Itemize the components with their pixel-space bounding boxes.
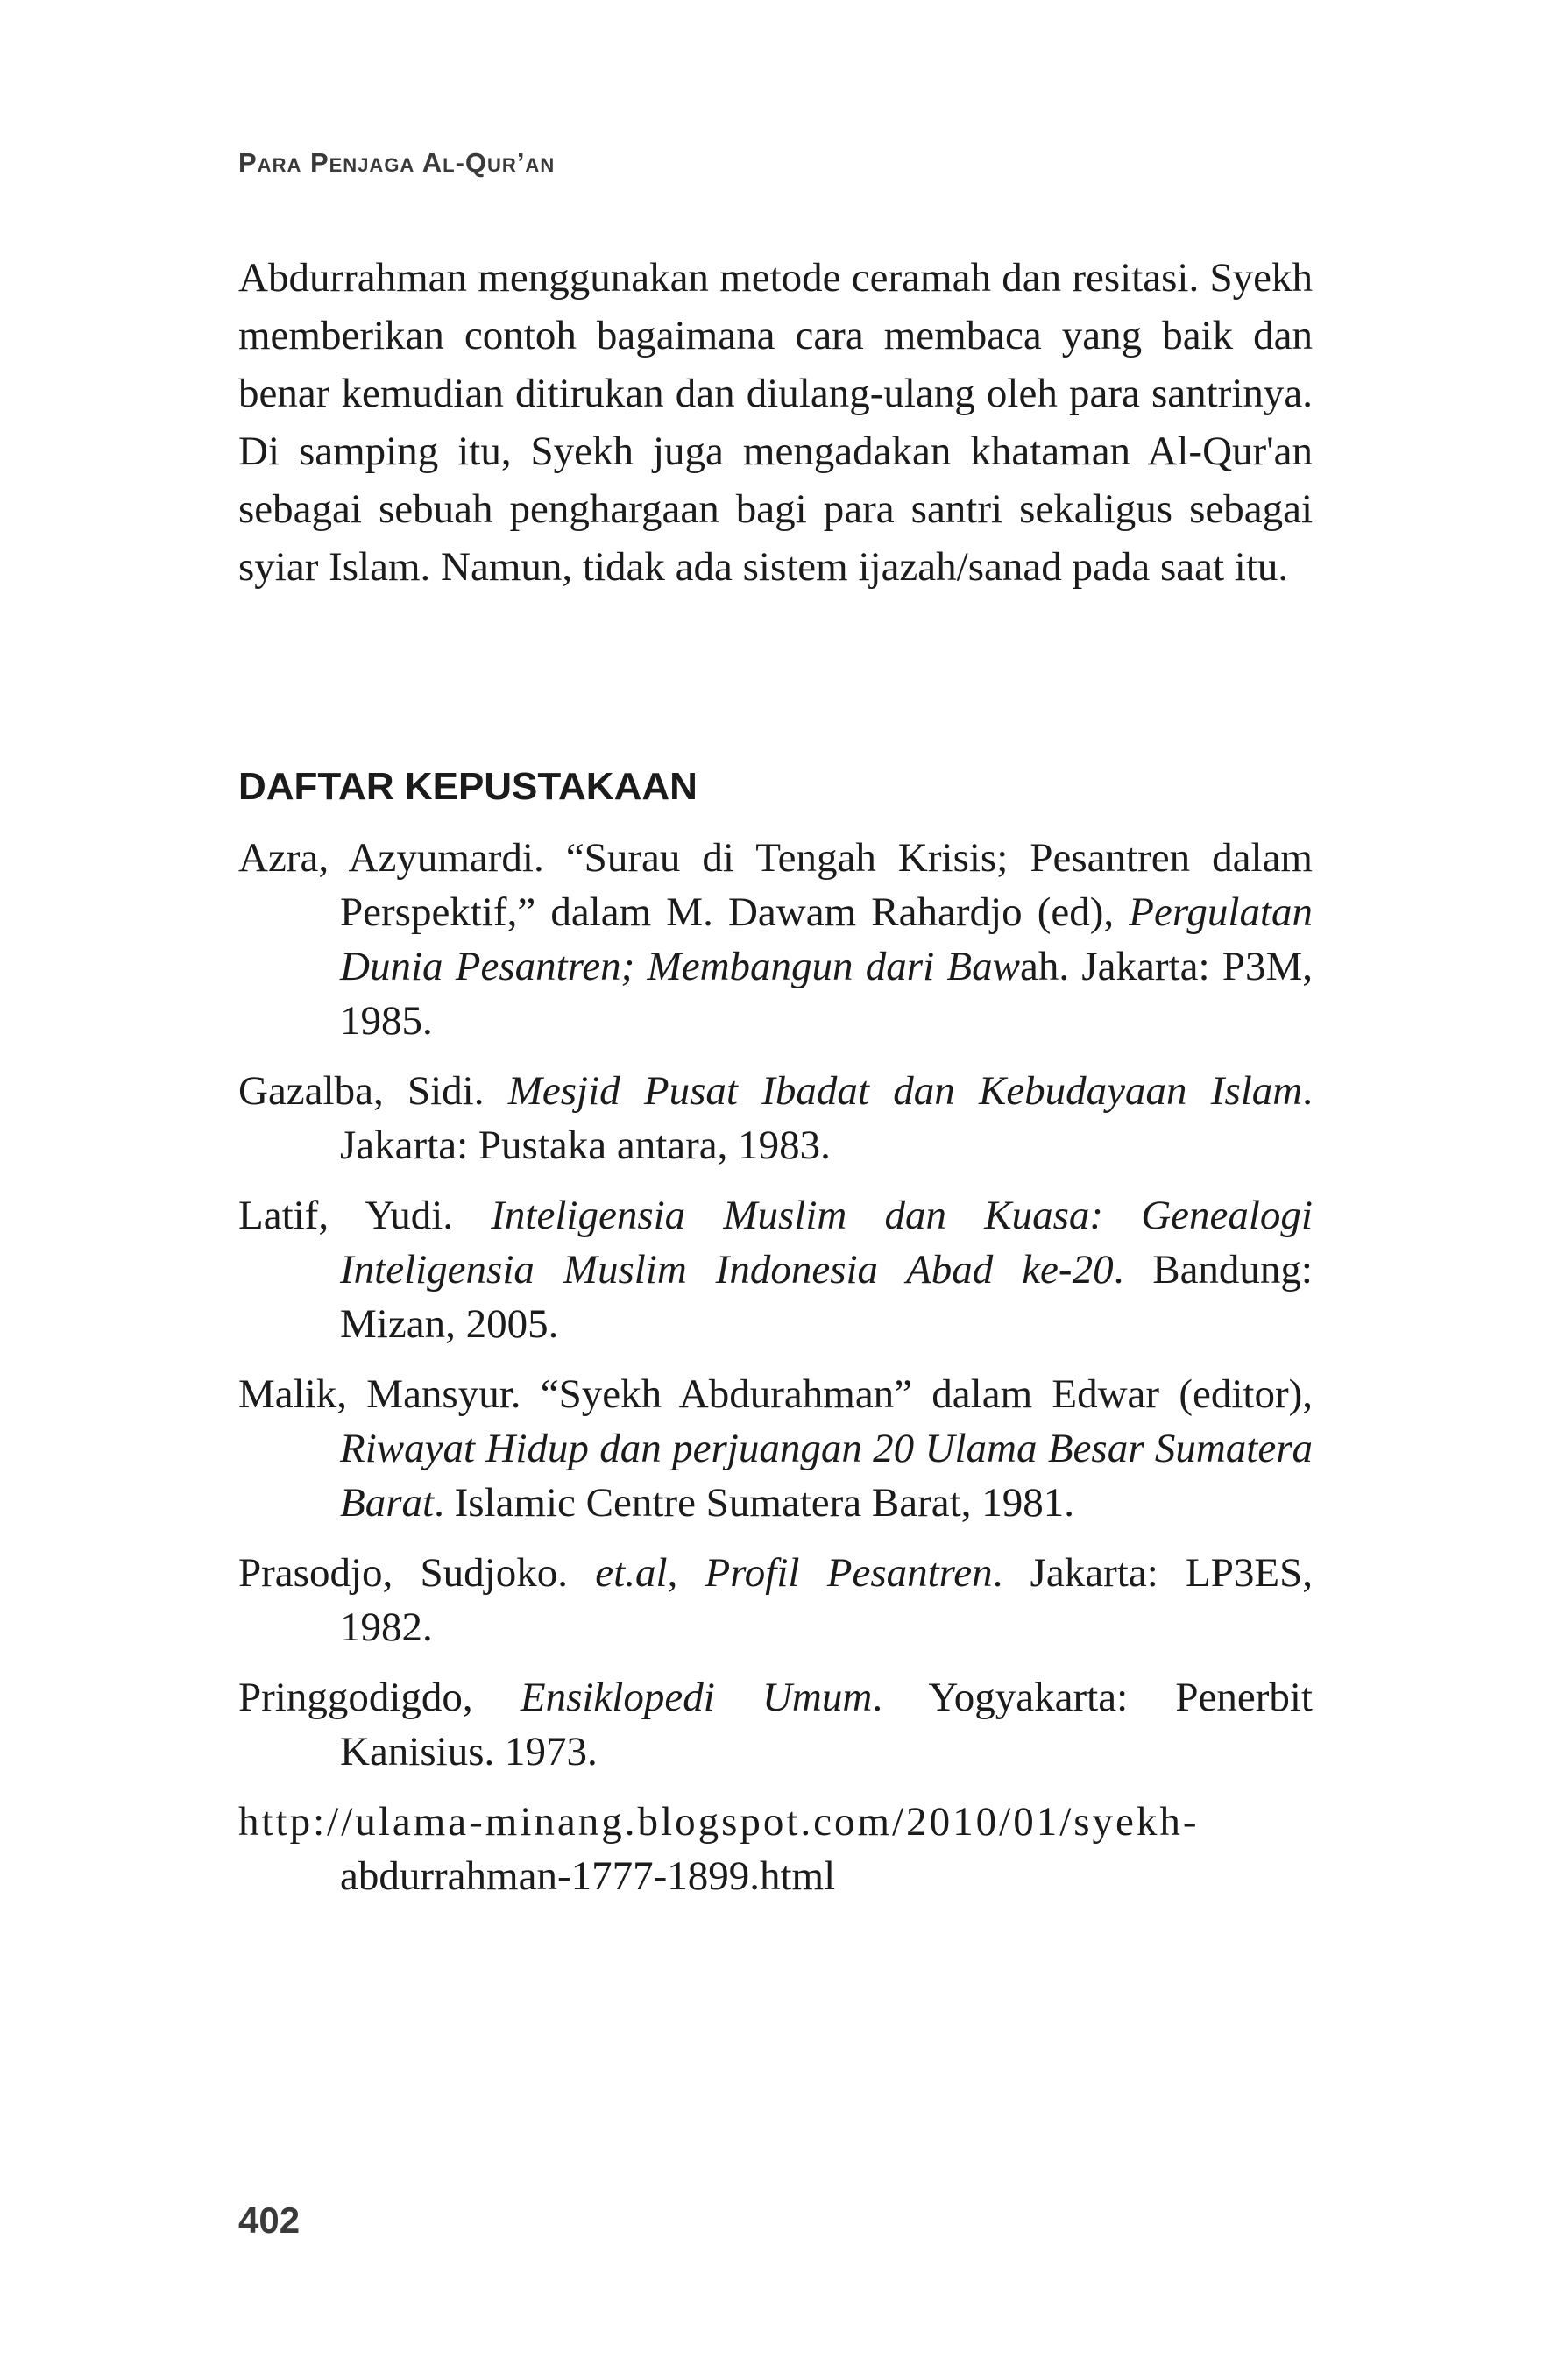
page-number: 402 bbox=[238, 2199, 301, 2241]
reference-gazalba bbox=[238, 1064, 1313, 1172]
reference-title: Ensiklopedi Umum bbox=[520, 1675, 873, 1720]
reference-text: Pringgodigdo, bbox=[238, 1675, 521, 1720]
reference-title: Pergulatan Dunia Pesantren; Membangun dari Baw bbox=[340, 889, 1313, 989]
reference-title: Inteligensia Muslim dan Kuasa: Genealogi Inteligensia Muslim Indonesia Abad ke-20 bbox=[340, 1193, 1313, 1293]
reference-publisher: . Islamic Centre Sumatera Barat, 1981. bbox=[434, 1480, 1074, 1526]
reference-prasodjo bbox=[238, 1546, 1313, 1654]
reference-list bbox=[238, 831, 1313, 1919]
reference-url-tail: abdurrahman-1777-1899.html bbox=[340, 1853, 836, 1899]
reference-publisher: . Jakarta: Pustaka antara, 1983. bbox=[340, 1068, 1314, 1168]
reference-publisher: . Bandung: Mizan, 2005. bbox=[340, 1247, 1313, 1347]
reference-text: Prasodjo, Sudjoko. bbox=[238, 1550, 596, 1596]
reference-azra bbox=[238, 831, 1313, 1048]
section-heading: DAFTAR KEPUSTAKAAN bbox=[238, 765, 698, 808]
reference-url-head: http://ulama-minang.blogspot.com/2010/01/syekh- bbox=[238, 1799, 1200, 1845]
reference-publisher: ah. Jakarta: P3M, 1985. bbox=[340, 944, 1313, 1044]
body-paragraph: Abdurrahman menggunakan metode ceramah dan resitasi. Syekh memberikan contoh bagaimana cara membaca yang baik dan benar kemudian ditirukan dan diulang-ulang oleh para santrinya. Di samping itu, Syekh juga mengadakan khataman Al-Qur'an sebagai sebuah penghargaan bagi para santri sekaligus sebagai syiar Islam. Namun, tidak ada sistem ijazah/sanad pada saat itu. bbox=[238, 255, 1313, 590]
reference-title: et.al, Profil Pesantren bbox=[595, 1550, 993, 1596]
reference-text: Gazalba, Sidi. bbox=[238, 1068, 508, 1114]
reference-malik bbox=[238, 1367, 1313, 1530]
running-header: Para Penjaga Al-Qur’an bbox=[238, 147, 556, 178]
reference-text: Latif, Yudi. bbox=[238, 1193, 492, 1238]
reference-latif bbox=[238, 1188, 1313, 1351]
reference-text: Azra, Azyumardi. “Surau di Tengah Krisis; Pesantren dalam Perspektif,” dalam M. Dawam Rahardjo (ed), bbox=[238, 835, 1313, 935]
reference-publisher: . Jakarta: LP3ES, 1982. bbox=[340, 1550, 1314, 1650]
reference-pringgodigdo bbox=[238, 1670, 1313, 1779]
reference-title: Mesjid Pusat Ibadat dan Kebudayaan Islam bbox=[507, 1068, 1303, 1114]
reference-title: Riwayat Hidup dan perjuangan 20 Ulama Besar Sumatera Barat bbox=[340, 1426, 1313, 1526]
reference-url[interactable] bbox=[238, 1795, 1313, 1903]
reference-publisher: . Yogyakarta: Penerbit Kanisius. 1973. bbox=[340, 1675, 1313, 1774]
reference-text: Malik, Mansyur. “Syekh Abdurahman” dalam Edwar (editor), bbox=[238, 1371, 1313, 1417]
